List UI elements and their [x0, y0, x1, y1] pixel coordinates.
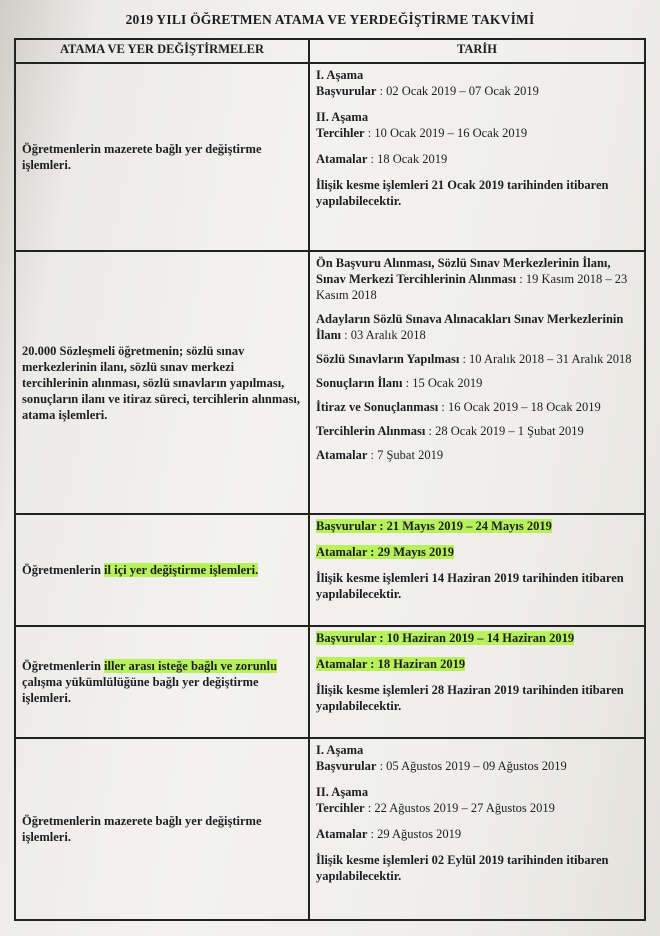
date-entry: Ön Başvuru Alınması, Sözlü Sınav Merkezlerinin İlanı, Sınav Merkezi Tercihlerinin Alınması : 19 Kasım 2018 – 23 Kasım 2018 — [316, 256, 628, 302]
stage-label: I. Aşama — [316, 68, 364, 82]
table-row — [15, 626, 645, 738]
row-dates — [309, 626, 645, 738]
date-entry: Atamalar : 29 Mayıs 2019 — [316, 545, 454, 559]
table-row — [15, 738, 645, 920]
stage-label: II. Aşama — [316, 785, 369, 799]
date-entry: Atamalar : 7 Şubat 2019 — [316, 448, 444, 462]
row-dates — [309, 738, 645, 920]
highlighted-text: il içi yer değiştirme işlemleri. — [104, 563, 259, 577]
date-entry: Tercihler : 10 Ocak 2019 – 16 Ocak 2019 — [316, 126, 528, 140]
date-entry: Sözlü Sınavların Yapılması : 10 Aralık 2018 – 31 Aralık 2018 — [316, 352, 632, 366]
stage-label: II. Aşama — [316, 110, 369, 124]
schedule-table — [14, 38, 646, 921]
row-description: 20.000 Sözleşmeli öğretmenin; sözlü sınav merkezlerinin ilanı, sözlü sınav merkezi tercihlerinin alınması, sözlü sınavların yapılması, sonuçların ilanı ve itiraz süreci, tercihlerin alınması, atama işlemleri. — [15, 251, 309, 514]
date-entry: Tercihler : 22 Ağustos 2019 – 27 Ağustos 2019 — [316, 801, 555, 815]
row-description: Öğretmenlerin mazerete bağlı yer değiştirme işlemleri. — [15, 63, 309, 251]
ilisik-note: İlişik kesme işlemleri 21 Ocak 2019 tarihinden itibaren yapılabilecektir. — [316, 178, 609, 208]
row-description: Öğretmenlerin il içi yer değiştirme işlemleri. — [15, 514, 309, 626]
row-description: Öğretmenlerin iller arası isteğe bağlı ve zorunlu çalışma yükümlülüğüne bağlı yer değiştirme işlemleri. — [15, 626, 309, 738]
highlighted-text: iller arası isteğe bağlı ve zorunlu — [104, 659, 278, 673]
row-dates — [309, 63, 645, 251]
row-description: Öğretmenlerin mazerete bağlı yer değiştirme işlemleri. — [15, 738, 309, 920]
date-entry: Başvurular : 10 Haziran 2019 – 14 Haziran 2019 — [316, 631, 575, 645]
ilisik-note: İlişik kesme işlemleri 02 Eylül 2019 tarihinden itibaren yapılabilecektir. — [316, 853, 609, 883]
header-atama: ATAMA VE YER DEĞİŞTİRMELER — [15, 39, 309, 63]
date-entry: Atamalar : 18 Ocak 2019 — [316, 152, 448, 166]
ilisik-note: İlişik kesme işlemleri 28 Haziran 2019 tarihinden itibaren yapılabilecektir. — [316, 683, 624, 713]
date-entry: Tercihlerin Alınması : 28 Ocak 2019 – 1 Şubat 2019 — [316, 424, 584, 438]
date-entry: Başvurular : 02 Ocak 2019 – 07 Ocak 2019 — [316, 84, 539, 98]
header-tarih: TARİH — [309, 39, 645, 63]
ilisik-note: İlişik kesme işlemleri 14 Haziran 2019 tarihinden itibaren yapılabilecektir. — [316, 571, 624, 601]
table-row — [15, 251, 645, 514]
document-title: 2019 YILI ÖĞRETMEN ATAMA VE YERDEĞİŞTİRME TAKVİMİ — [125, 12, 535, 27]
table-header-row — [15, 39, 645, 63]
date-entry: Atamalar : 29 Ağustos 2019 — [316, 827, 462, 841]
stage-label: I. Aşama — [316, 743, 364, 757]
table-row — [15, 514, 645, 626]
table-row — [15, 63, 645, 251]
date-entry: İtiraz ve Sonuçlanması : 16 Ocak 2019 – 18 Ocak 2019 — [316, 400, 601, 414]
date-entry: Adayların Sözlü Sınava Alınacakları Sınav Merkezlerinin İlanı : 03 Aralık 2018 — [316, 312, 624, 342]
date-entry: Başvurular : 05 Ağustos 2019 – 09 Ağustos 2019 — [316, 759, 567, 773]
date-entry: Başvurular : 21 Mayıs 2019 – 24 Mayıs 2019 — [316, 519, 552, 533]
row-dates — [309, 514, 645, 626]
date-entry: Atamalar : 18 Haziran 2019 — [316, 657, 466, 671]
row-dates — [309, 251, 645, 514]
date-entry: Sonuçların İlanı : 15 Ocak 2019 — [316, 376, 483, 390]
